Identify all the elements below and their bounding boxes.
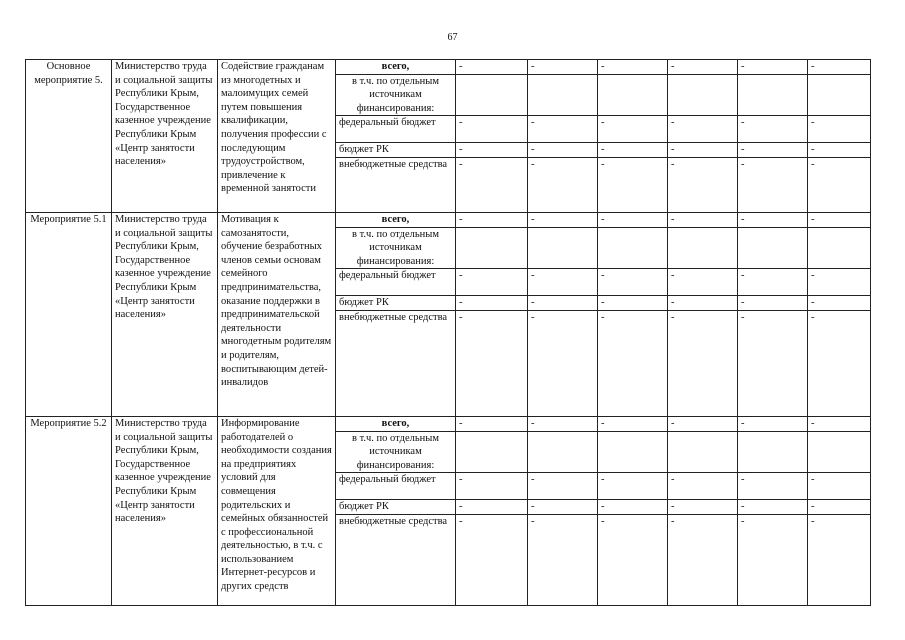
table-row xyxy=(26,212,871,227)
value-cell: - xyxy=(598,157,668,212)
value-cell: - xyxy=(456,500,528,515)
value-cell: - xyxy=(598,500,668,515)
value-cell: - xyxy=(738,212,808,227)
value-cell: - xyxy=(738,416,808,431)
value-cell: - xyxy=(738,310,808,416)
value-cell: - xyxy=(528,269,598,296)
value-cell: - xyxy=(598,269,668,296)
value-cell: - xyxy=(456,157,528,212)
description-cell: Содействие гражданам из многодетных и малоимущих семей путем повышения квалификации, получения профессии с последующим трудоустройством, привлечение к временной занятости xyxy=(218,60,336,213)
funding-source-label: внебюджетные средства xyxy=(336,514,456,605)
value-cell: - xyxy=(808,116,871,143)
value-cell: - xyxy=(738,269,808,296)
value-cell: - xyxy=(738,143,808,158)
value-cell: - xyxy=(528,157,598,212)
value-cell: - xyxy=(668,157,738,212)
value-cell: - xyxy=(456,269,528,296)
value-cell: - xyxy=(668,514,738,605)
funding-source-label: федеральный бюджет xyxy=(336,269,456,296)
value-cell xyxy=(668,431,738,473)
funding-source-label: всего, xyxy=(336,60,456,75)
funding-source-label: внебюджетные средства xyxy=(336,157,456,212)
value-cell xyxy=(738,74,808,116)
funding-source-label: федеральный бюджет xyxy=(336,116,456,143)
value-cell: - xyxy=(668,500,738,515)
value-cell: - xyxy=(668,212,738,227)
funding-source-label: в т.ч. по отдельным источникам финансирования: xyxy=(336,74,456,116)
measure-name: Мероприятие 5.1 xyxy=(26,212,112,416)
value-cell: - xyxy=(528,500,598,515)
value-cell: - xyxy=(738,116,808,143)
value-cell: - xyxy=(598,60,668,75)
funding-source-label: бюджет РК xyxy=(336,143,456,158)
funding-source-label: в т.ч. по отдельным источникам финансирования: xyxy=(336,227,456,269)
value-cell: - xyxy=(808,157,871,212)
executor-cell: Министерство труда и социальной защиты Республики Крым, Государственное казенное учреждение Республики Крым «Центр занятости населения» xyxy=(112,212,218,416)
value-cell: - xyxy=(808,60,871,75)
funding-source-label: федеральный бюджет xyxy=(336,473,456,500)
value-cell: - xyxy=(456,310,528,416)
value-cell xyxy=(808,431,871,473)
value-cell xyxy=(738,227,808,269)
value-cell: - xyxy=(598,310,668,416)
executor-cell: Министерство труда и социальной защиты Республики Крым, Государственное казенное учреждение Республики Крым «Центр занятости населения» xyxy=(112,60,218,213)
value-cell: - xyxy=(738,500,808,515)
value-cell: - xyxy=(668,143,738,158)
value-cell xyxy=(668,74,738,116)
value-cell: - xyxy=(808,212,871,227)
value-cell: - xyxy=(668,416,738,431)
funding-source-label: бюджет РК xyxy=(336,500,456,515)
table-body xyxy=(26,60,871,606)
value-cell: - xyxy=(668,296,738,311)
value-cell: - xyxy=(528,416,598,431)
value-cell: - xyxy=(598,416,668,431)
value-cell xyxy=(598,431,668,473)
table-row xyxy=(26,416,871,431)
value-cell xyxy=(528,74,598,116)
funding-source-label: всего, xyxy=(336,212,456,227)
value-cell: - xyxy=(598,473,668,500)
value-cell xyxy=(598,74,668,116)
page-number: 67 xyxy=(447,32,458,43)
value-cell xyxy=(528,431,598,473)
value-cell: - xyxy=(598,296,668,311)
value-cell: - xyxy=(456,473,528,500)
funding-source-label: в т.ч. по отдельным источникам финансирования: xyxy=(336,431,456,473)
value-cell: - xyxy=(528,296,598,311)
value-cell xyxy=(808,227,871,269)
value-cell: - xyxy=(528,310,598,416)
value-cell: - xyxy=(598,116,668,143)
value-cell: - xyxy=(738,60,808,75)
value-cell xyxy=(528,227,598,269)
value-cell: - xyxy=(738,514,808,605)
measure-name: Основное мероприятие 5. xyxy=(26,60,112,213)
funding-source-label: всего, xyxy=(336,416,456,431)
value-cell xyxy=(456,74,528,116)
executor-cell: Министерство труда и социальной защиты Республики Крым, Государственное казенное учреждение Республики Крым «Центр занятости населения» xyxy=(112,416,218,605)
value-cell: - xyxy=(808,500,871,515)
value-cell: - xyxy=(456,60,528,75)
funding-source-label: внебюджетные средства xyxy=(336,310,456,416)
value-cell: - xyxy=(738,473,808,500)
value-cell: - xyxy=(808,310,871,416)
value-cell: - xyxy=(456,116,528,143)
value-cell xyxy=(668,227,738,269)
value-cell xyxy=(456,227,528,269)
value-cell: - xyxy=(528,60,598,75)
value-cell: - xyxy=(528,212,598,227)
value-cell: - xyxy=(808,473,871,500)
value-cell: - xyxy=(668,269,738,296)
value-cell xyxy=(808,74,871,116)
value-cell: - xyxy=(668,116,738,143)
value-cell: - xyxy=(528,473,598,500)
value-cell: - xyxy=(598,212,668,227)
value-cell: - xyxy=(598,143,668,158)
measure-name: Мероприятие 5.2 xyxy=(26,416,112,605)
description-cell: Информирование работодателей о необходимости создания на предприятиях условий для совмещения родительских и семейных обязанностей с профессиональной деятельностью, в т.ч. с использованием Интернет-ресурсов и других средств xyxy=(218,416,336,605)
value-cell: - xyxy=(456,212,528,227)
value-cell: - xyxy=(456,143,528,158)
table-row xyxy=(26,60,871,75)
value-cell: - xyxy=(668,310,738,416)
value-cell: - xyxy=(456,416,528,431)
value-cell: - xyxy=(738,296,808,311)
value-cell xyxy=(738,431,808,473)
program-table xyxy=(25,59,871,606)
value-cell: - xyxy=(456,514,528,605)
value-cell: - xyxy=(808,514,871,605)
funding-source-label: бюджет РК xyxy=(336,296,456,311)
value-cell: - xyxy=(456,296,528,311)
value-cell: - xyxy=(528,143,598,158)
value-cell: - xyxy=(808,296,871,311)
description-cell: Мотивация к самозанятости, обучение безработных членов семьи основам семейного предпринимательства, оказание поддержки в предпринимательской деятельности многодетным родителям и родителям, воспитывающим детей-инвалидов xyxy=(218,212,336,416)
value-cell: - xyxy=(808,416,871,431)
value-cell: - xyxy=(528,514,598,605)
value-cell: - xyxy=(668,60,738,75)
value-cell xyxy=(598,227,668,269)
value-cell: - xyxy=(528,116,598,143)
value-cell: - xyxy=(598,514,668,605)
value-cell: - xyxy=(808,143,871,158)
value-cell xyxy=(456,431,528,473)
value-cell: - xyxy=(738,157,808,212)
value-cell: - xyxy=(668,473,738,500)
value-cell: - xyxy=(808,269,871,296)
